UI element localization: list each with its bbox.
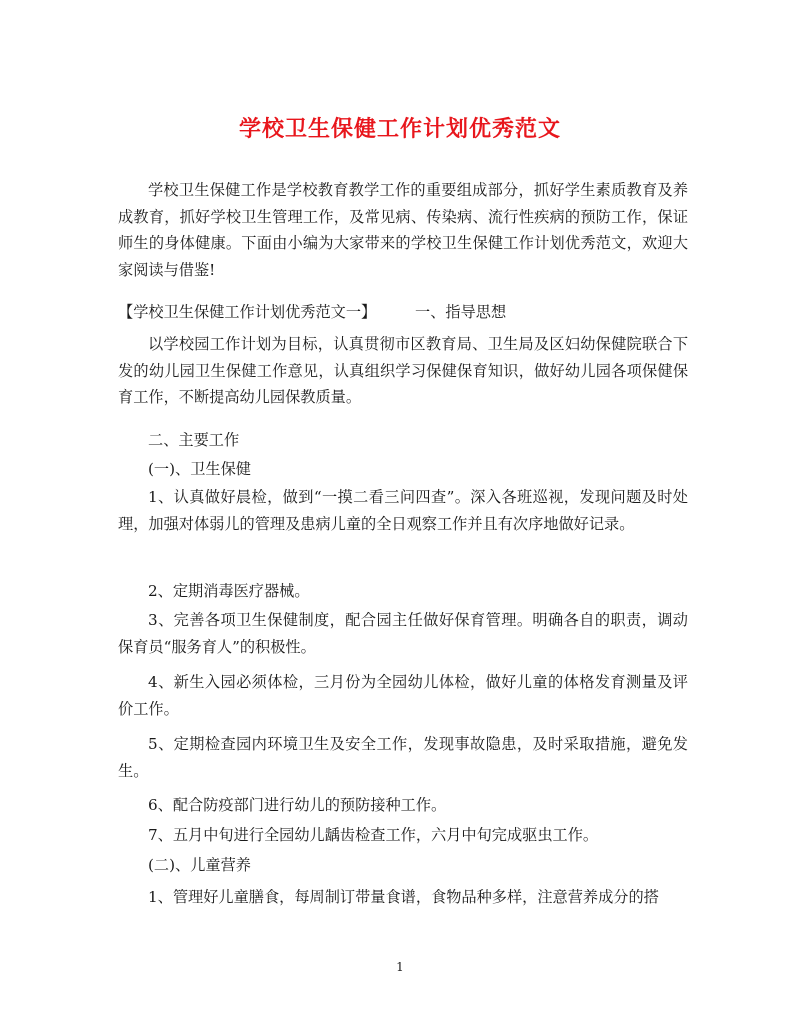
subheading-nutrition: (二)、儿童营养 bbox=[148, 856, 251, 874]
section-label: 【学校卫生保健工作计划优秀范文一】 bbox=[118, 303, 377, 321]
list-item: 5、定期检查园内环境卫生及安全工作，发现事故隐患，及时采取措施，避免发生。 bbox=[118, 735, 688, 780]
intro-paragraph: 学校卫生保健工作是学校教育教学工作的重要组成部分，抓好学生素质教育及养成教育，抓好学校卫生管理工作，及常见病、传染病、流行性疾病的预防工作，保证师生的身体健康。下面由小编为大家带来的学校卫生保健工作计划优秀范文，欢迎大家阅读与借鉴! bbox=[118, 181, 688, 279]
list-item: 4、新生入园必须体检，三月份为全园幼儿体检，做好儿童的体格发育测量及评价工作。 bbox=[118, 673, 688, 718]
heading-guiding: 一、指导思想 bbox=[415, 303, 507, 321]
heading-main: 二、主要工作 bbox=[148, 431, 240, 449]
list-item: 7、五月中旬进行全园幼儿龋齿检查工作，六月中旬完成驱虫工作。 bbox=[148, 826, 599, 844]
list-item: 3、完善各项卫生保健制度，配合园主任做好保育管理。明确各自的职责，调动保育员“服务育人”的积极性。 bbox=[118, 611, 688, 656]
list-item: 6、配合防疫部门进行幼儿的预防接种工作。 bbox=[148, 796, 447, 814]
subheading-health: (一)、卫生保健 bbox=[148, 460, 251, 478]
list-item: 1、认真做好晨检，做到“一摸二看三问四查”。深入各班巡视，发现问题及时处理，加强对体弱儿的管理及患病儿童的全日观察工作并且有次序地做好记录。 bbox=[118, 488, 688, 533]
guiding-paragraph: 以学校园工作计划为目标，认真贯彻市区教育局、卫生局及区妇幼保健院联合下发的幼儿园卫生保健工作意见，认真组织学习保健保育知识，做好幼儿园各项保健保育工作，不断提高幼儿园保教质量。 bbox=[118, 335, 688, 406]
page-number: 1 bbox=[396, 960, 404, 974]
list-item: 2、定期消毒医疗器械。 bbox=[148, 582, 310, 600]
list-item: 1、管理好儿童膳食，每周制订带量食谱，食物品种多样，注意营养成分的搭 bbox=[148, 888, 659, 906]
document-title: 学校卫生保健工作计划优秀范文 bbox=[238, 117, 561, 142]
